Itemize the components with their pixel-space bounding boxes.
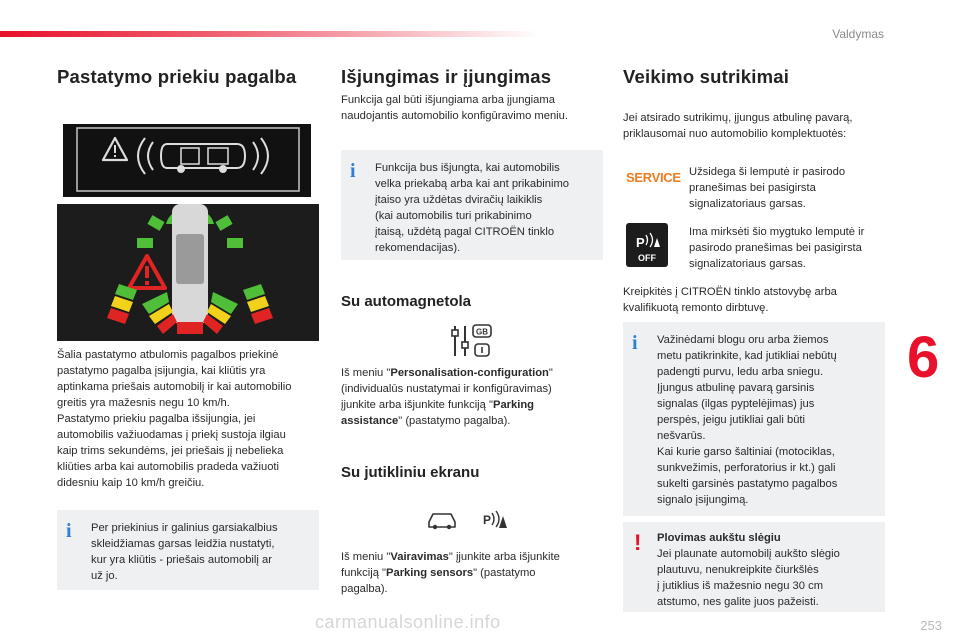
text-fragment: " įjunkite arba išjunkite [448,551,560,563]
text-line: kvalifikuotą remonto dirbtuvę. [623,302,769,314]
button-off-label: OFF [638,253,656,263]
text-line: kur yra kliūtis - priešais automobilį ar [91,554,272,566]
text-line: automobilis važiuodamas į priekį sustoja ilgiau [57,429,286,441]
text-line: aptinkama priešais automobilį ir kai automobilio [57,381,292,393]
contact-dealer-text [623,284,837,316]
watermark: carmanualsonline.info [315,612,501,632]
text-line: Kreipkitės į CITROËN tinklo atstovybę arba [623,286,837,298]
heading-malfunctions: Veikimo sutrikimai [623,66,790,87]
text-line: (individualūs nustatymai ir konfigūravimas) [341,383,552,395]
text-fragment: " (pastatymo pagalba). [398,415,511,427]
chapter-number: 6 [907,325,940,390]
gb-label: GB [476,327,488,337]
text-line: sukelti garsinės pastatymo pagalbos [657,478,838,490]
parking-sensor-image [57,204,319,341]
svg-text:P: P [483,513,492,527]
text-line: įtaiso yra uždėtas dviračių laikiklis [375,194,543,206]
text-line: Jei plaunate automobilį aukšto slėgio [657,548,840,560]
info-icon: i [66,520,72,542]
text-line: Įjungus atbulinę pavarą garsinis [657,382,815,394]
text-line: įtaisą, uždėtą pagal CITROËN tinklo [375,226,555,238]
button-p-label: P [636,235,645,250]
text-line: perspės, jeigu jutikliai gali būti [657,414,806,426]
text-line: Funkcija bus išjungta, kai automobilis [375,162,560,174]
text-line: pranešimas bei pasigirsta [689,182,816,194]
text-fragment: " (pastatymo [473,567,536,579]
menu-name: Vairavimas [390,551,449,563]
text-line: signalo įsijungimą. [657,494,749,506]
text-line: nešvarūs. [657,430,706,442]
heading-front-parking: Pastatymo priekiu pagalba [57,66,297,87]
text-line: į jutiklius iš mažesnio negu 30 cm [657,580,824,592]
text-fragment: funkciją " [341,567,387,579]
text-line: Ima mirksėti šio mygtuko lemputė ir [689,226,865,238]
text-line: Šalia pastatymo atbulomis pagalbos priekinė [57,349,279,361]
column-on-off [341,60,603,595]
service-description [689,164,885,212]
page-number: 253 [920,618,942,633]
text-line: Jei atsirado sutrikimų, įjungus atbulinę pavarą, [623,112,853,124]
text-fragment: Iš meniu " [341,551,391,563]
on-off-intro [341,92,568,124]
warning-box-pressure-wash [623,522,885,612]
text-line: pagalba). [341,583,388,595]
menu-name: Personalisation-configuration [390,367,549,379]
warning-triangle-icon [129,256,165,288]
car-icon [425,508,515,532]
text-line: pastatymo pagalba įsijungia, kai kliūtis yra [57,365,266,377]
text-line: Pastatymo priekiu pagalba išsijungia, jei [57,413,256,425]
text-line: signalas (ilgas pyptelėjimas) jus [657,398,815,410]
text-line: signalizatoriaus garsas. [689,258,806,270]
malfunction-intro [623,110,852,142]
text-line: (kai automobilis turi prikabinimo [375,210,532,222]
info-box-speakers [57,510,319,590]
warning-title [657,530,873,546]
chapter-tab [895,315,960,411]
text-line: velka priekabą arba kai ant prikabinimo [375,178,570,190]
text-line: skleidžiamas garsas leidžia nustatyti, [91,538,275,550]
column-front-parking [57,60,319,582]
audio-instructions [341,365,603,429]
text-line: Kai kurie garso šaltiniai (motociklas, [657,446,835,458]
dashboard-display-image [63,124,311,197]
text-line: didesniu kaip 10 km/h greičiu. [57,477,205,489]
header-accent-bar [0,31,540,37]
warning-title-text: Plovimas aukštu slėgiu [657,532,781,544]
text-line [341,397,603,413]
text-line: sunkvežimis, perforatorius ir kt.) gali [657,462,836,474]
function-name: assistance [341,415,399,427]
text-line [341,549,603,565]
touchscreen-icons [425,508,515,532]
text-line: priklausomai nuo automobilio komplektuotės: [623,128,847,140]
text-line: Važinėdami blogu oru arba žiemos [657,334,829,346]
info-icon: i [350,160,356,182]
function-name: Parking sensors [386,567,474,579]
heading-audio-system: Su automagnetola [341,293,472,310]
text-line: pasirodo pranešimas bei pasigirsta [689,242,862,254]
text-line [341,413,603,429]
exclamation-icon: ! [634,530,642,555]
function-name: Parking [492,399,535,411]
text-line: kliūties arba kai automobilis pradeda važiuoti [57,461,280,473]
heading-on-off: Išjungimas ir įjungimas [341,66,552,87]
text-fragment: Iš meniu " [341,367,391,379]
text-line: plautuvu, nenukreipkite čiurkšlės [657,564,819,576]
text-line: greitis yra mažesnis negu 10 km/h. [57,397,230,409]
text-line: Per priekinius ir galinius garsiakalbius [91,522,278,534]
text-line: metu patikrinkite, kad jutikliai nebūtų [657,350,837,362]
front-parking-description [57,347,319,491]
text-line: Funkcija gal būti išjungiama arba įjungiama [341,94,555,106]
park-assist-button-icon [626,223,668,267]
text-line: signalizatoriaus garsas. [689,198,806,210]
settings-icon [451,322,495,360]
settings-sliders-icon [451,322,495,360]
button-description [689,224,885,272]
section-label: Valdymas [832,27,884,41]
display-illustration [63,124,311,197]
sensor-zones-illustration [57,204,319,341]
text-line: rekomendacijas). [375,242,461,254]
text-line: atstumo, nes galite juos pažeisti. [657,596,819,608]
parking-off-icon [626,223,668,267]
text-fragment: įjunkite arba išjunkite funkciją " [341,399,493,411]
text-line: naudojantis automobilio konfigūravimo meniu. [341,110,568,122]
text-line: kaip trims sekundėms, jei priešais jį nebelieka [57,445,284,457]
service-warning-icon: SERVICE [626,170,681,185]
text-fragment: " [548,367,553,379]
info-icon: i [632,332,638,354]
info-box-weather [623,322,885,516]
info-box-towing [341,150,603,260]
column-malfunctions [623,60,885,608]
touchscreen-instructions [341,549,603,597]
text-line [341,565,603,581]
text-line: padengti purvu, ledu arba sniegu. [657,366,824,378]
heading-touch-screen: Su jutikliniu ekranu [341,464,480,481]
text-line: Užsidega ši lemputė ir pasirodo [689,166,846,178]
text-line: už jo. [91,570,118,582]
text-line [341,365,603,381]
